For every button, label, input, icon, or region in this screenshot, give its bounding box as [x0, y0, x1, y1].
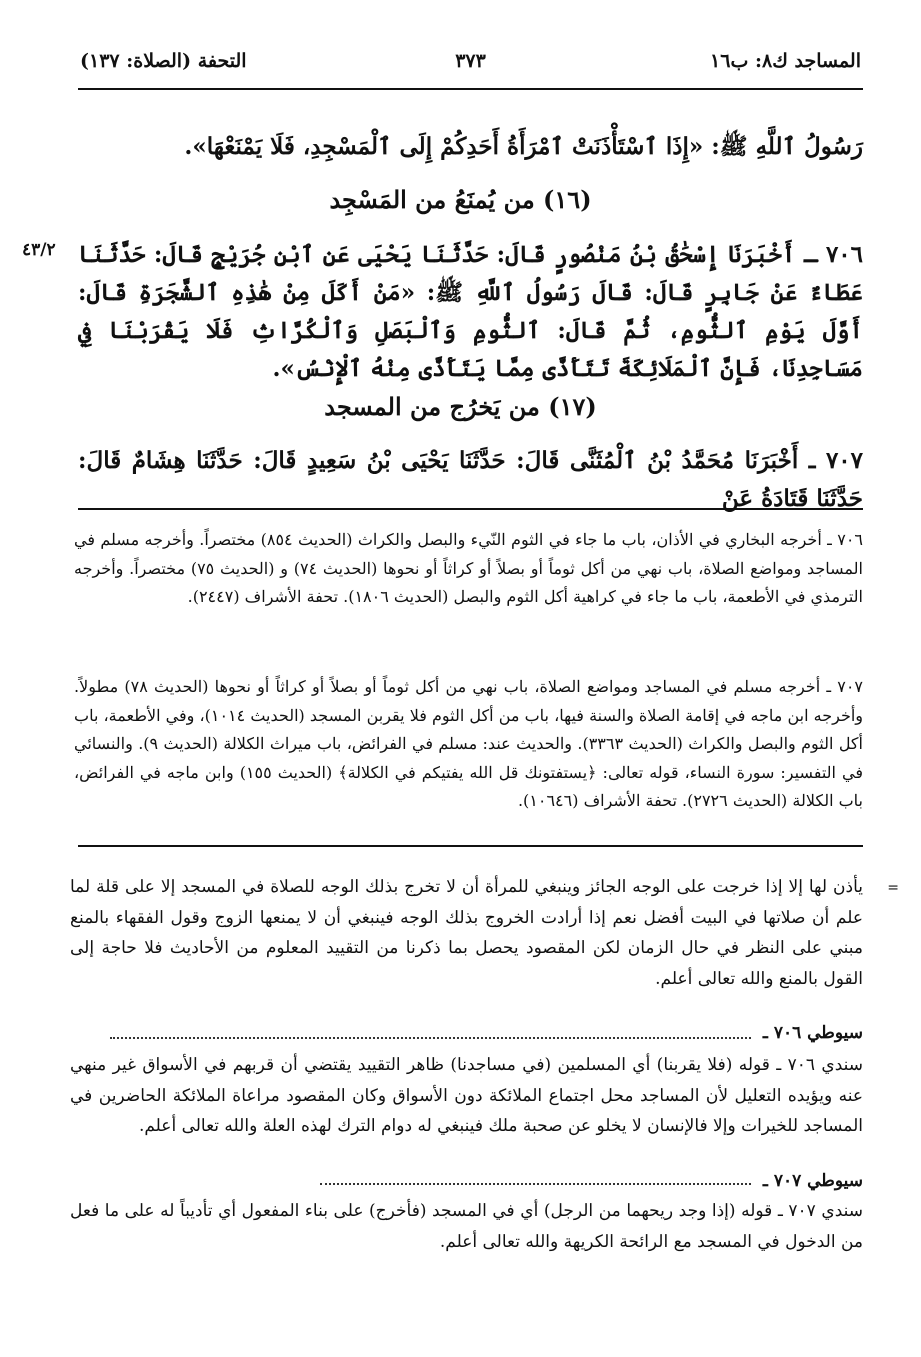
- header-rule: [78, 88, 863, 90]
- footnote-706: [74, 526, 863, 612]
- commentary-paragraph-1: [70, 872, 863, 994]
- sindi-706-text: سندي ٧٠٦ ـ قوله (فلا يقربنا) أي المسلمين (في مساجدنا) ظاهر التقييد يقتضي أن قربهم في الأسواق غير منهي عنه ويؤيده التعليل لأن المساجد محل اجتماع الملائكة دون الأسواق وكان المقصود مراعاة الملائكة الحاضرين في المساجد للخيرات وإلا فالإنسان لا يخلو عن صحبة ملك فينبغي له دوام الترك لهذه العلة والله تعالى أعلم.: [70, 1055, 863, 1136]
- chapter-heading-16: (١٦) من يُمنَعُ من المَسْجِد: [329, 185, 592, 214]
- intro-hadith-line: رَسُولُ ٱللَّهِ ﷺ: «إِذَا ٱسْتَأْذَنَتْ ٱمْرَأَةُ أَحَدِكُمْ إِلَى ٱلْمَسْجِدِ، فَلَا يَمْنَعْهَا».: [184, 133, 863, 160]
- footnote-706-text: ٧٠٦ ـ أخرجه البخاري في الأذان، باب ما جاء في الثوم النّيء والبصل والكراث (الحديث ٨٥٤) مختصراً. وأخرجه مسلم في المساجد ومواضع الصلاة، باب نهي من أكل ثوماً أو بصلاً أو كراثاً أو نحوها (الحديث ٧٤) و (الحديث ٧٥) مختصراً. وأخرجه الترمذي في الأطعمة، باب ما جاء في كراهية أكل الثوم والبصل (الحديث ١٨٠٦). تحفة الأشراف (٢٤٤٧).: [74, 530, 863, 606]
- header-tuhfa-ref: التحفة (الصلاة: ١٣٧): [80, 50, 247, 72]
- sindi-707-text: سندي ٧٠٧ ـ قوله (إذا وجد ريحهما من الرجل) أي في المسجد (فأخرج) على بناء المفعول أي تأديباً له على ما فعل من الدخول في المسجد مع الرائحة الكريهة والله تعالى أعلم.: [70, 1201, 863, 1252]
- suyuti-706-dots: [110, 1037, 751, 1039]
- footnote-707-text: ٧٠٧ ـ أخرجه مسلم في المساجد ومواضع الصلاة، باب نهي من أكل ثوماً أو بصلاً أو كراثاً أو نحوها (الحديث ٧٨) مطولاً. وأخرجه ابن ماجه في إقامة الصلاة والسنة فيها، باب من أكل الثوم فلا يقربن المسجد (الحديث ١٠١٤)، وفي الأطعمة، باب أكل الثوم والبصل والكراث (الحديث ٣٣٦٣). والحديث عند: مسلم في الفرائض، باب ميراث الكلالة (الحديث ٩). والنسائي في التفسير: سورة النساء، قوله تعالى: ﴿يستفتونك قل الله يفتيكم في الكلالة﴾ (الحديث ١٥٥) وابن ماجه في الفرائض، باب الكلالة (الحديث ٢٧٢٦). تحفة الأشراف (١٠٦٤٦).: [74, 677, 864, 810]
- hadith-706: [78, 236, 863, 388]
- chapter-heading-17: (١٧) من يَخرُج من المسجد: [324, 392, 597, 421]
- suyuti-707-dots: [320, 1183, 751, 1185]
- footnote-707: [74, 673, 863, 816]
- hadith-706-text: ٧٠٦ ـ أَخْبَرَنَا إِسْحَٰقُ بْنُ مَنْصُورٍ قَالَ: حَدَّثَنَا يَحْيَى عَنِ ٱبْنِ جُرَيْجٍ قَالَ: حَدَّثَنَا عَطَاءٌ عَنْ جَابِرٍ قَالَ: قَالَ رَسُولُ ٱللَّهِ ﷺ: «مَنْ أَكَلَ مِنْ هَٰذِهِ ٱلشَّجَرَةِ قَالَ: أَوَّلَ يَوْمِ ٱلثُّومِ، ثُمَّ قَالَ: ٱلثُّومِ وَٱلْبَصَلِ وَٱلْكُرَّاثِ فَلَا يَقْرَبْنَا فِي مَسَاجِدِنَا، فَإِنَّ ٱلْمَلَائِكَةَ تَتَأَذَّى مِمَّا يَتَأَذَّى مِنْهُ ٱلْإِنْسُ».: [78, 241, 863, 382]
- header-chapter-ref: المساجد ك٨: ب١٦: [710, 50, 861, 72]
- suyuti-706-label: سيوطي ٧٠٦ ـ: [762, 1023, 863, 1043]
- hadith-707-text: ٧٠٧ ـ أَخْبَرَنَا مُحَمَّدُ بْنُ ٱلْمُثَنَّى قَالَ: حَدَّثَنَا يَحْيَى بْنُ سَعِيدٍ قَالَ: حَدَّثَنَا هِشَامٌ قَالَ: حَدَّثَنَا قَتَادَةُ عَنْ: [78, 447, 863, 512]
- margin-reference: ٤٣/٢: [22, 240, 56, 260]
- page-header: [80, 50, 861, 80]
- commentary-paragraph-1-text: يأذن لها إلا إذا خرجت على الوجه الجائز وينبغي للمرأة أن لا تخرج بذلك الوجه للصلاة في المسجد إلا على قلة لما علم أن صلاتها في البيت أفضل نعم إذا أرادت الخروج بذلك الوجه فينبغي أن لا يمنعها الزوج وقول الفقهاء بالمنع مبني على النظر في حال الزمان لكن المقصود يحصل بما ذكرنا من التقييد المعلوم من الأحاديث فلا حاجة إلى القول بالمنع والله تعالى أعلم.: [70, 877, 863, 989]
- hadith-707: [78, 442, 863, 518]
- page-number: ٣٧٣: [455, 50, 486, 72]
- commentary-rule: [78, 845, 863, 847]
- sindi-706: [70, 1050, 863, 1142]
- suyuti-707-label: سيوطي ٧٠٧ ـ: [762, 1171, 863, 1191]
- continuation-mark: =: [887, 880, 899, 896]
- notes-rule: [78, 508, 863, 510]
- sindi-707: [70, 1196, 863, 1257]
- intro-text: [78, 128, 863, 166]
